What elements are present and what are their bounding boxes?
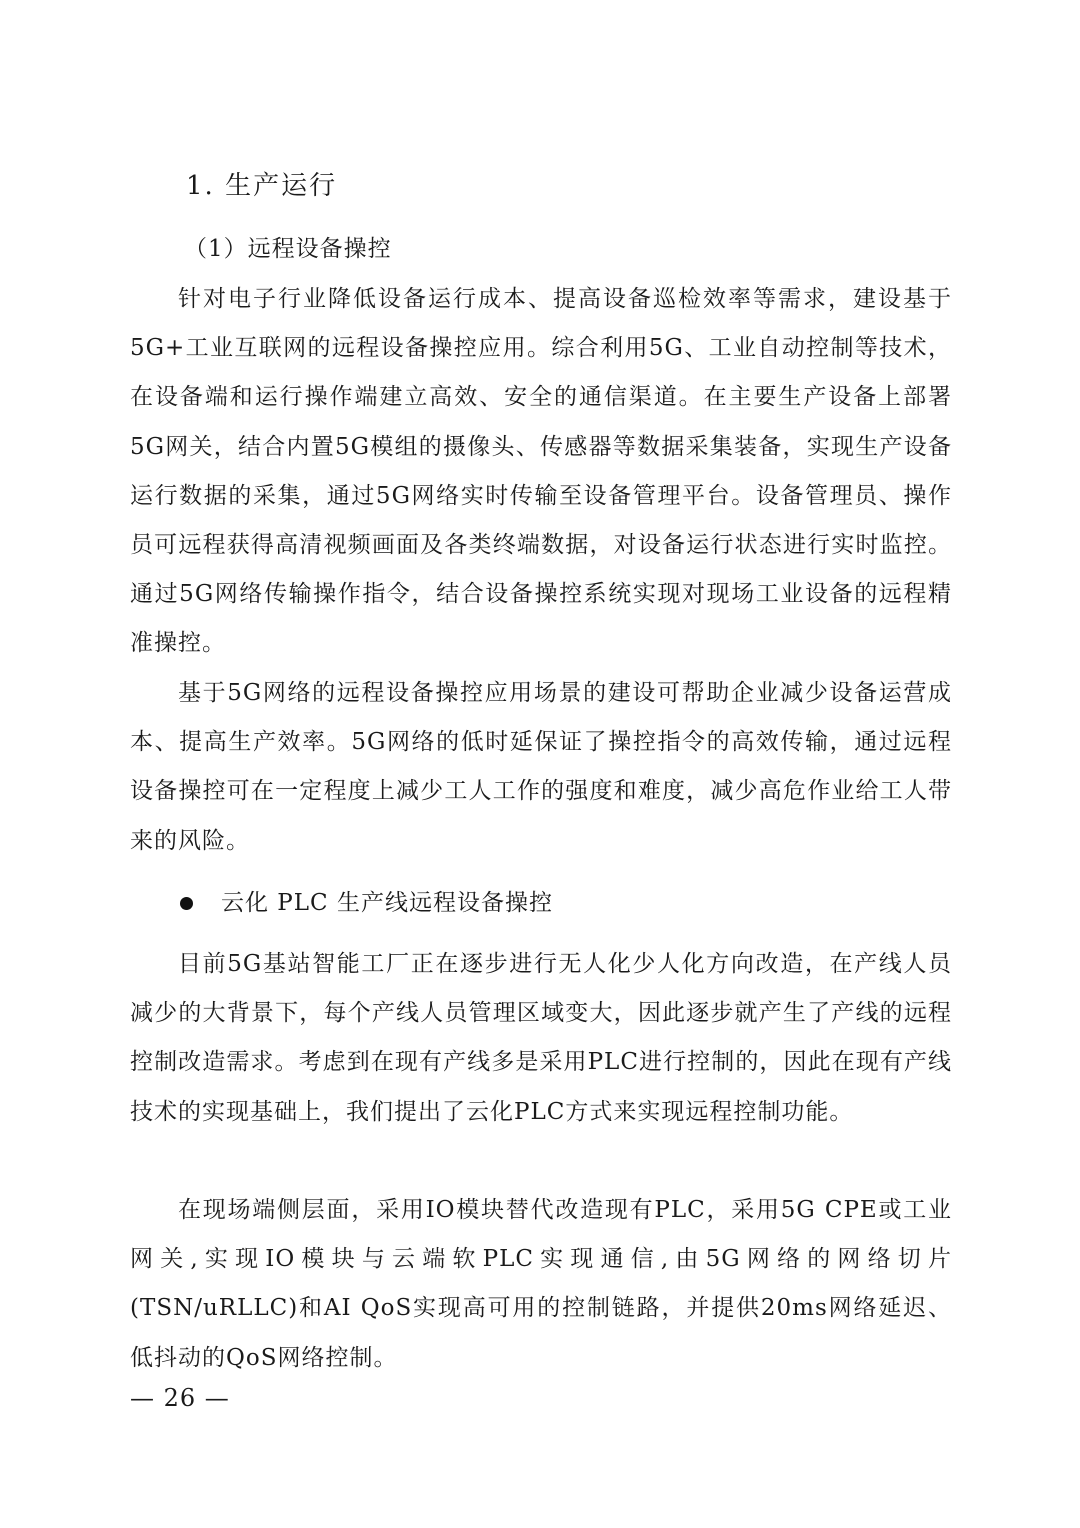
subsection-heading: （1）远程设备操控 (184, 236, 392, 262)
page-number: — 26 — (130, 1384, 230, 1412)
section-heading: 1. 生产运行 (186, 171, 338, 201)
paragraph-remote-control-benefits: 基于5G网络的远程设备操控应用场景的建设可帮助企业减少设备运营成本、提高生产效率。5G网络的低时延保证了操控指令的高效传输，通过远程设备操控可在一定程度上减少工人工作的强度和难度，减少高危作业给工人带来的风险。 (130, 680, 952, 854)
paragraph-cloud-plc-implementation: 在现场端侧层面，采用IO模块替代改造现有PLC，采用5G CPE或工业网关,实现IO模块与云端软PLC实现通信,由5G网络的网络切片(TSN/uRLLC)和AI QoS实现高可用的控制链路，并提供20ms网络延迟、低抖动的QoS网络控制。 (130, 1197, 952, 1371)
paragraph-cloud-plc-background: 目前5G基站智能工厂正在逐步进行无人化少人化方向改造，在产线人员减少的大背景下，每个产线人员管理区域变大，因此逐步就产生了产线的远程控制改造需求。考虑到在现有产线多是采用PLC进行控制的，因此在现有产线技术的实现基础上，我们提出了云化PLC方式来实现远程控制功能。 (130, 951, 952, 1125)
bullet-dot-icon (180, 897, 193, 910)
paragraph-remote-control-overview: 针对电子行业降低设备运行成本、提高设备巡检效率等需求，建设基于5G+工业互联网的远程设备操控应用。综合利用5G、工业自动控制等技术，在设备端和运行操作端建立高效、安全的通信渠道。在主要生产设备上部署5G网关，结合内置5G模组的摄像头、传感器等数据采集装备，实现生产设备运行数据的采集，通过5G网络实时传输至设备管理平台。设备管理员、操作员可远程获得高清视频画面及各类终端数据，对设备运行状态进行实时监控。通过5G网络传输操作指令，结合设备操控系统实现对现场工业设备的远程精准操控。 (130, 286, 952, 657)
bullet-item (180, 884, 553, 922)
bullet-text: 云化 PLC 生产线远程设备操控 (221, 890, 553, 916)
